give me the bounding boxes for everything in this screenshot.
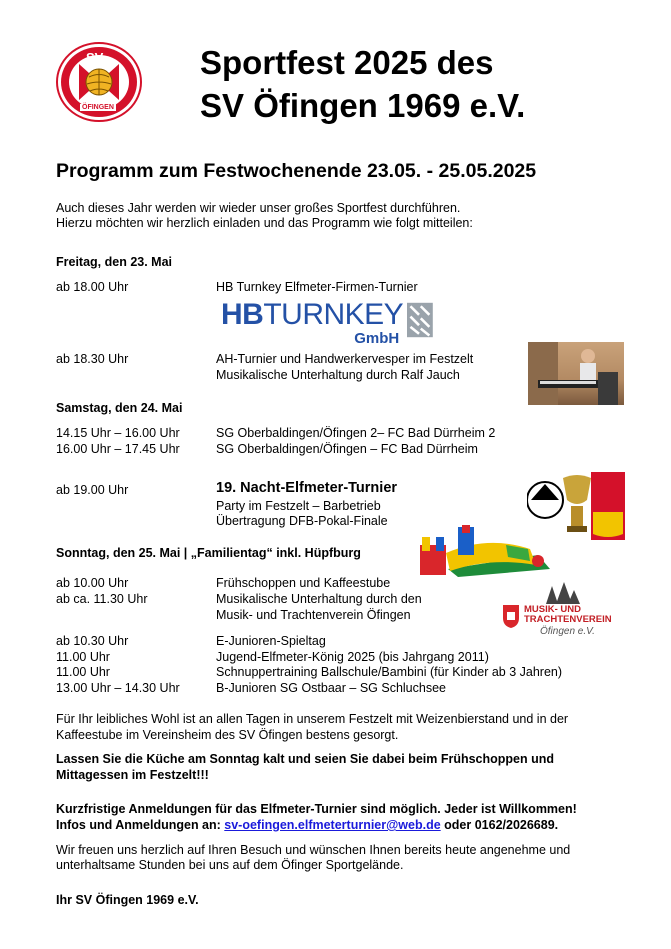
sunday-a-time-2: ab ca. 11.30 Uhr: [56, 592, 148, 606]
registration-line: Kurzfristige Anmeldungen für das Elfmeter-Turnier sind möglich. Jeder ist Willkommen!: [56, 802, 577, 816]
musician-photo: [528, 342, 624, 405]
mtv-line1: MUSIK- UND: [524, 604, 581, 615]
sunday-b-time-1: ab 10.30 Uhr: [56, 634, 129, 648]
program-subtitle: Programm zum Festwochenende 23.05. - 25.05.2025: [56, 160, 537, 182]
catering-line1: Für Ihr leibliches Wohl ist an allen Tagen in unserem Festzelt mit Weizenbierstand und in der: [56, 712, 569, 726]
sunday-a-event-2: Musikalische Unterhaltung durch den: [216, 592, 422, 606]
bouncy-castle-image: [418, 525, 552, 577]
sunday-b-event-1: E-Junioren-Spieltag: [216, 634, 326, 648]
hb-word1: HB: [221, 298, 264, 331]
friday-event-1: HB Turnkey Elfmeter-Firmen-Turnier: [216, 280, 418, 294]
friday-event-2-line1: AH-Turnier und Handwerkervesper im Festzelt: [216, 352, 474, 366]
sv-oefingen-logo: [56, 42, 142, 122]
mtv-oefingen-logo: [502, 582, 624, 640]
sunday-a-event-3: Musik- und Trachtenverein Öfingen: [216, 608, 411, 622]
saturday-time-1: 14.15 Uhr – 16.00 Uhr: [56, 426, 180, 440]
email-link[interactable]: sv-oefingen.elfmeterturnier@web.de: [224, 818, 441, 832]
catering-line2: Kaffeestube im Vereinsheim des SV Öfingen bestens gesorgt.: [56, 728, 399, 742]
hb-gmbh: GmbH: [354, 330, 400, 347]
sunday-a-event-1: Frühschoppen und Kaffeestube: [216, 576, 391, 590]
friday-time-1: ab 18.00 Uhr: [56, 280, 129, 294]
kitchen-line2: Mittagessen im Festzelt!!!: [56, 768, 209, 782]
saturday-night-title: 19. Nacht-Elfmeter-Turnier: [216, 480, 398, 496]
logo-text-bottom: ÖFINGEN: [82, 104, 114, 111]
mtv-trees-icon: [542, 582, 582, 604]
info-suffix: oder 0162/2026689.: [440, 818, 559, 832]
sunday-b-time-4: 13.00 Uhr – 14.30 Uhr: [56, 681, 180, 695]
sunday-b-event-2: Jugend-Elfmeter-König 2025 (bis Jahrgang 2011): [216, 650, 489, 664]
kitchen-line1: Lassen Sie die Küche am Sonntag kalt und seien Sie dabei beim Frühschoppen und: [56, 752, 555, 766]
saturday-time-2: 16.00 Uhr – 17.45 Uhr: [56, 442, 180, 456]
mtv-line2: TRACHTENVEREIN: [524, 614, 612, 625]
logo-text-top: SV: [86, 50, 104, 65]
saturday-event-2: SG Oberbaldingen/Öfingen – FC Bad Dürrheim: [216, 442, 478, 456]
mtv-line3: Öfingen e.V.: [540, 626, 595, 637]
sunday-b-event-4: B-Junioren SG Ostbaar – SG Schluchsee: [216, 681, 446, 695]
intro-line-2: Hierzu möchten wir herzlich einladen und das Programm wie folgt mitteilen:: [56, 216, 473, 230]
friday-heading: Freitag, den 23. Mai: [56, 255, 173, 269]
intro-line-1: Auch dieses Jahr werden wir wieder unser großes Sportfest durchführen.: [56, 201, 461, 215]
page-title-line1: Sportfest 2025 des: [200, 44, 494, 81]
saturday-heading: Samstag, den 24. Mai: [56, 401, 183, 415]
sunday-a-time-1: ab 10.00 Uhr: [56, 576, 129, 590]
closing-line1: Wir freuen uns herzlich auf Ihren Besuch und wünschen Ihnen bereits heute angenehme und: [56, 843, 571, 857]
friday-time-2: ab 18.30 Uhr: [56, 352, 129, 366]
saturday-night-time: ab 19.00 Uhr: [56, 483, 129, 497]
sunday-b-event-3: Schnuppertraining Ballschule/Bambini (für Kinder ab 3 Jahren): [216, 665, 563, 679]
mtv-crest-icon: [502, 604, 520, 628]
sunday-heading: Sonntag, den 25. Mai | „Familientag“ inkl. Hüpfburg: [56, 546, 361, 560]
hb-word2: TURNKEY: [263, 298, 404, 331]
info-prefix: Infos und Anmeldungen an:: [56, 818, 225, 832]
hb-turnkey-logo: [221, 298, 433, 347]
saturday-night-line1: Party im Festzelt – Barbetrieb: [216, 499, 381, 513]
saturday-night-line2: Übertragung DFB-Pokal-Finale: [216, 514, 388, 528]
signature: Ihr SV Öfingen 1969 e.V.: [56, 893, 199, 907]
info-line: [56, 817, 558, 833]
hb-turnkey-mark-icon: [407, 300, 433, 340]
sunday-b-time-3: 11.00 Uhr: [56, 665, 110, 679]
page-title-line2: SV Öfingen 1969 e.V.: [200, 87, 526, 124]
friday-event-2-line2: Musikalische Unterhaltung durch Ralf Jauch: [216, 368, 460, 382]
saturday-event-1: SG Oberbaldingen/Öfingen 2– FC Bad Dürrheim 2: [216, 426, 496, 440]
sunday-b-time-2: 11.00 Uhr: [56, 650, 110, 664]
closing-line2: unterhaltsame Stunden bei uns auf dem Öfinger Sportgelände.: [56, 858, 404, 872]
